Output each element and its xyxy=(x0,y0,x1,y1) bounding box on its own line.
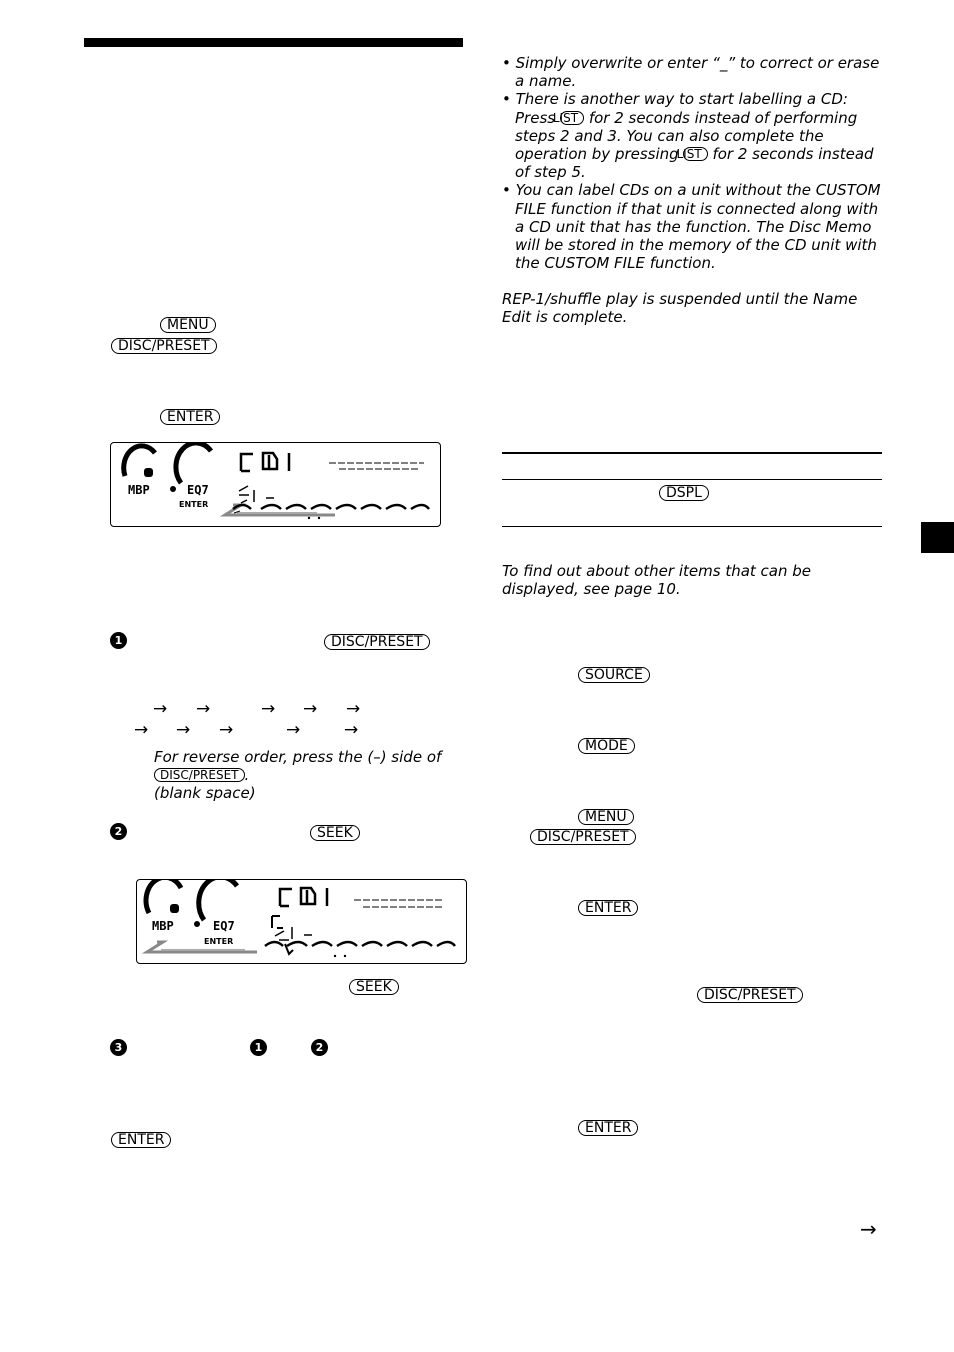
step-ref-2: 2 xyxy=(311,1039,328,1056)
arrow-icon: → xyxy=(219,720,234,740)
lcd-display-1 xyxy=(110,442,441,527)
table-rule-middle xyxy=(502,479,882,480)
menu-key[interactable]: MENU xyxy=(160,317,216,333)
heading-bar xyxy=(84,38,463,47)
arrow-icon: → xyxy=(261,699,276,719)
disc-preset-key[interactable]: DISC/PRESET xyxy=(111,338,217,354)
disc-preset-key-right-2[interactable]: DISC/PRESET xyxy=(697,987,803,1003)
arrow-icon: → xyxy=(153,699,168,719)
lcd-graphics-1 xyxy=(111,443,440,526)
enter-key-right[interactable]: ENTER xyxy=(578,900,638,916)
seek-key-2[interactable]: SEEK xyxy=(349,979,399,995)
table-rule-top xyxy=(502,452,882,454)
tips-notes xyxy=(502,54,886,272)
lcd-eq7-label: EQ7 xyxy=(187,483,209,497)
disc-preset-key-step1[interactable]: DISC/PRESET xyxy=(324,634,430,650)
enter-key-step3[interactable]: ENTER xyxy=(111,1132,171,1148)
mode-key[interactable]: MODE xyxy=(578,738,635,754)
arrow-icon: → xyxy=(346,699,361,719)
lcd-enter-label: ENTER xyxy=(204,937,234,946)
lcd-eq7-label: EQ7 xyxy=(213,919,235,933)
arrow-icon: → xyxy=(344,720,359,740)
lcd-graphics-2 xyxy=(137,880,466,963)
seek-key[interactable]: SEEK xyxy=(310,825,360,841)
shuffle-note: REP-1/shuffle play is suspended until the Name Edit is complete. xyxy=(502,290,858,327)
tip-overwrite: • Simply overwrite or enter “_” to correct or erase a name. xyxy=(502,54,880,91)
arrow-icon: → xyxy=(303,699,318,719)
continue-arrow-icon: → xyxy=(860,1217,877,1241)
table-rule-bottom xyxy=(502,526,882,527)
step-ref-1: 1 xyxy=(250,1039,267,1056)
lcd-display-2 xyxy=(136,879,467,964)
disc-preset-key-right[interactable]: DISC/PRESET xyxy=(530,829,636,845)
arrow-icon: → xyxy=(286,720,301,740)
arrow-icon: → xyxy=(176,720,191,740)
dspl-key[interactable]: DSPL xyxy=(659,485,709,501)
lcd-mbp-label: MBP xyxy=(128,483,150,497)
list-key-2[interactable]: LIST xyxy=(683,147,707,161)
enter-key[interactable]: ENTER xyxy=(160,409,220,425)
enter-key-right-2[interactable]: ENTER xyxy=(578,1120,638,1136)
lcd-mbp-label: MBP xyxy=(152,919,174,933)
step-number-1: 1 xyxy=(110,632,127,649)
other-items-note: To find out about other items that can be displayed, see page 10. xyxy=(502,562,812,599)
tip-custom-file: • You can label CDs on a unit without the CUSTOM FILE function if that unit is connected along with a CD unit that has the function. The Disc Memo will be stored in the memory of the CD unit with the CUSTOM FILE function. xyxy=(502,181,881,273)
arrow-icon: → xyxy=(196,699,211,719)
step-number-2: 2 xyxy=(110,823,127,840)
step-number-3: 3 xyxy=(110,1039,127,1056)
reverse-order-note: For reverse order, press the (–) side of DISC/PRESET . (blank space) xyxy=(154,748,442,803)
tip-list-shortcut: • There is another way to start labelling a CD: Press LIST for 2 seconds instead of performing steps 2 and 3. You can also complete the operation by pressing LIST for 2 seconds instead of step 5. xyxy=(502,90,874,182)
source-key[interactable]: SOURCE xyxy=(578,667,650,683)
lcd-enter-label: ENTER xyxy=(179,500,209,509)
section-tab xyxy=(921,522,954,553)
list-key[interactable]: LIST xyxy=(560,111,584,125)
disc-preset-key-inline[interactable]: DISC/PRESET xyxy=(154,768,245,782)
arrow-icon: → xyxy=(134,720,149,740)
menu-key-right[interactable]: MENU xyxy=(578,809,634,825)
